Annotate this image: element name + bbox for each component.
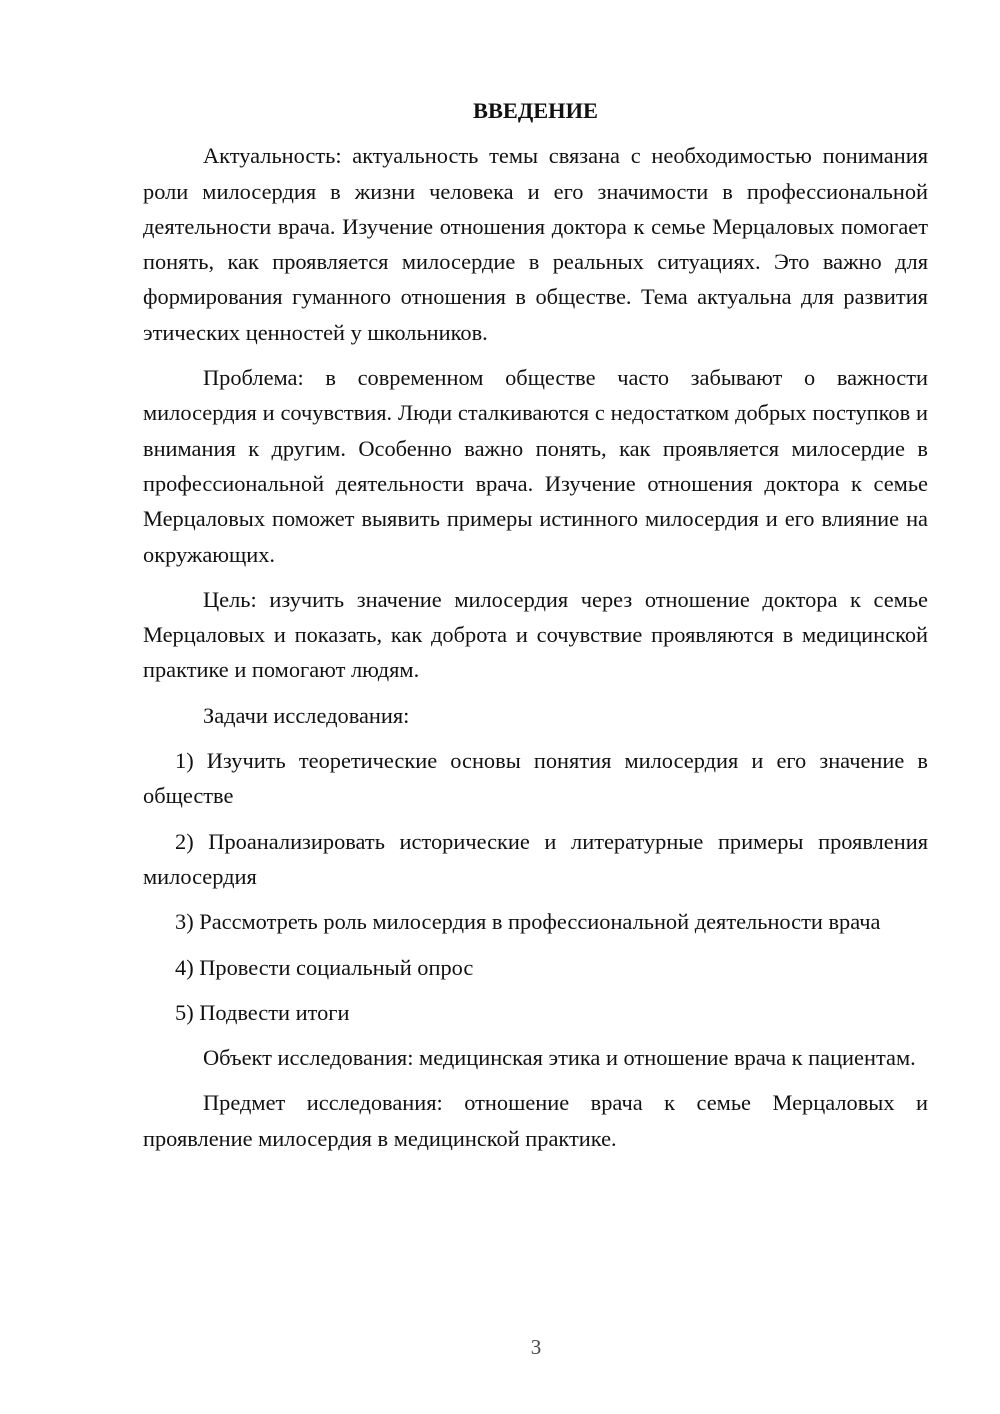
relevance-paragraph: Актуальность: актуальность темы связана с необходимостью понимания роли милосердия в жизни человека и его значимости в профессиональной деятельности врача. Изучение отношения доктора к семье Мерцаловых помогает понять, как проявляется милосердие в реальных ситуациях. Это важно для формирования гуманного отношения в обществе. Тема актуальна для развития этических ценностей у школьников. xyxy=(143,143,928,345)
tasks-heading: Задачи исследования: xyxy=(203,702,410,728)
research-subject-paragraph: Предмет исследования: отношение врача к семье Мерцаловых и проявление милосердия в медицинской практике. xyxy=(143,1090,928,1151)
section-title: ВВЕДЕНИЕ xyxy=(473,98,598,123)
task-item-2: 2) Проанализировать исторические и литературные примеры проявления милосердия xyxy=(143,828,928,889)
task-item-1: 1) Изучить теоретические основы понятия милосердия и его значение в обществе xyxy=(143,748,928,809)
problem-paragraph: Проблема: в современном обществе часто забывают о важности милосердия и сочувствия. Люди сталкиваются с недостатком добрых поступков и внимания к другим. Особенно важно понять, как проявляется милосердие в профессиональной деятельности врача. Изучение отношения доктора к семье Мерцаловых поможет выявить примеры истинного милосердия и его влияние на окружающих. xyxy=(143,365,928,567)
task-item-4: 4) Провести социальный опрос xyxy=(175,954,474,980)
document-body xyxy=(143,93,928,1166)
research-object-paragraph: Объект исследования: медицинская этика и отношение врача к пациентам. xyxy=(203,1045,916,1071)
goal-paragraph: Цель: изучить значение милосердия через отношение доктора к семье Мерцаловых и показать, как доброта и сочувствие проявляются в медицинской практике и помогают людям. xyxy=(143,586,928,683)
task-item-5: 5) Подвести итоги xyxy=(175,999,350,1025)
page-number: 3 xyxy=(530,1335,542,1359)
task-item-3: 3) Рассмотреть роль милосердия в профессиональной деятельности врача xyxy=(175,909,881,935)
